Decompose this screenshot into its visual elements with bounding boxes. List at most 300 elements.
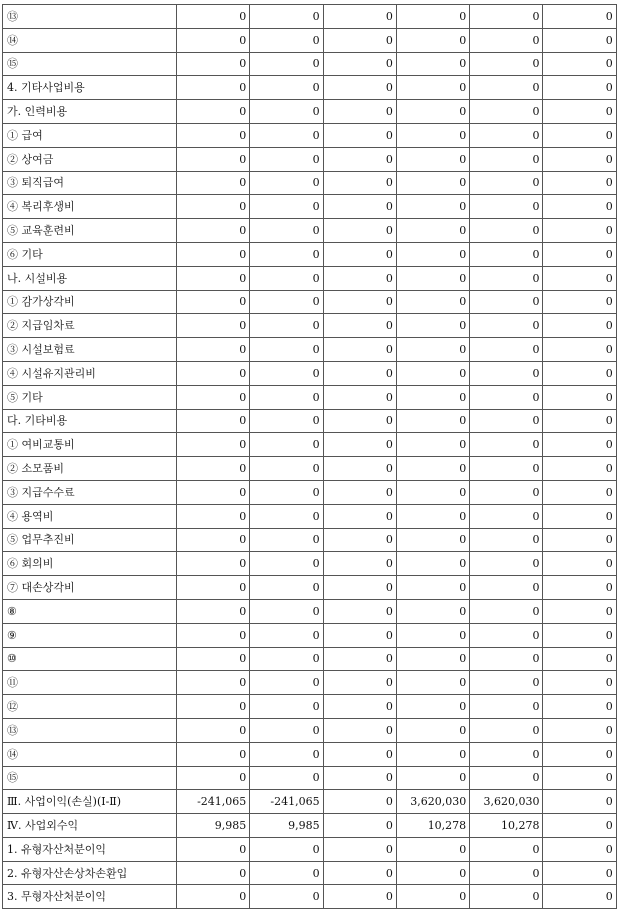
value-cell: 0 <box>396 338 469 362</box>
value-cell: 0 <box>470 861 543 885</box>
value-cell: 0 <box>396 100 469 124</box>
value-cell: 0 <box>323 219 396 243</box>
value-cell: 0 <box>250 718 323 742</box>
value-cell: 0 <box>177 28 250 52</box>
value-cell: 0 <box>177 219 250 243</box>
value-cell: 0 <box>543 314 616 338</box>
row-label: ③ 퇴직급여 <box>3 171 177 195</box>
value-cell: 0 <box>177 599 250 623</box>
value-cell: 0 <box>323 599 396 623</box>
value-cell: -241,065 <box>250 790 323 814</box>
value-cell: 0 <box>470 76 543 100</box>
row-label: ⑥ 기타 <box>3 242 177 266</box>
value-cell: 0 <box>177 742 250 766</box>
value-cell: 0 <box>396 837 469 861</box>
value-cell: 0 <box>177 195 250 219</box>
table-row <box>3 52 617 76</box>
value-cell: 0 <box>470 576 543 600</box>
value-cell: 0 <box>470 552 543 576</box>
value-cell: 0 <box>543 361 616 385</box>
value-cell: 0 <box>543 457 616 481</box>
value-cell: 0 <box>323 861 396 885</box>
value-cell: 0 <box>250 528 323 552</box>
value-cell: 0 <box>323 290 396 314</box>
value-cell: 0 <box>250 409 323 433</box>
table-row <box>3 314 617 338</box>
value-cell: 0 <box>250 147 323 171</box>
value-cell: 0 <box>396 885 469 909</box>
value-cell: 0 <box>177 457 250 481</box>
value-cell: 0 <box>543 623 616 647</box>
table-row <box>3 814 617 838</box>
value-cell: 0 <box>470 837 543 861</box>
value-cell: 0 <box>543 718 616 742</box>
value-cell: 0 <box>396 219 469 243</box>
row-label: ① 감가상각비 <box>3 290 177 314</box>
value-cell: 0 <box>396 861 469 885</box>
row-label: 4. 기타사업비용 <box>3 76 177 100</box>
value-cell: 0 <box>470 885 543 909</box>
value-cell: 0 <box>543 123 616 147</box>
row-label: ⑬ <box>3 5 177 29</box>
table-row <box>3 623 617 647</box>
row-label: ⑥ 회의비 <box>3 552 177 576</box>
table-row <box>3 576 617 600</box>
value-cell: 0 <box>177 52 250 76</box>
row-label: ① 여비교통비 <box>3 433 177 457</box>
value-cell: 0 <box>543 409 616 433</box>
value-cell: 0 <box>396 528 469 552</box>
value-cell: 0 <box>543 552 616 576</box>
value-cell: 0 <box>470 457 543 481</box>
value-cell: 0 <box>543 814 616 838</box>
table-row <box>3 195 617 219</box>
table-row <box>3 457 617 481</box>
value-cell: 0 <box>323 790 396 814</box>
value-cell: 0 <box>323 123 396 147</box>
value-cell: 0 <box>177 837 250 861</box>
value-cell: 0 <box>250 195 323 219</box>
value-cell: 0 <box>250 52 323 76</box>
value-cell: 0 <box>250 647 323 671</box>
value-cell: 0 <box>177 361 250 385</box>
value-cell: 10,278 <box>470 814 543 838</box>
value-cell: 0 <box>396 742 469 766</box>
value-cell: 0 <box>543 599 616 623</box>
value-cell: -241,065 <box>177 790 250 814</box>
value-cell: 0 <box>323 623 396 647</box>
value-cell: 0 <box>470 338 543 362</box>
table-row <box>3 5 617 29</box>
value-cell: 0 <box>543 790 616 814</box>
table-row <box>3 100 617 124</box>
value-cell: 0 <box>177 504 250 528</box>
value-cell: 0 <box>543 338 616 362</box>
value-cell: 0 <box>396 576 469 600</box>
row-label: 가. 인력비용 <box>3 100 177 124</box>
value-cell: 0 <box>323 576 396 600</box>
value-cell: 0 <box>543 504 616 528</box>
value-cell: 0 <box>470 219 543 243</box>
value-cell: 0 <box>177 338 250 362</box>
value-cell: 0 <box>543 861 616 885</box>
row-label: ⑫ <box>3 695 177 719</box>
value-cell: 0 <box>396 647 469 671</box>
value-cell: 0 <box>543 147 616 171</box>
value-cell: 0 <box>250 671 323 695</box>
value-cell: 0 <box>396 314 469 338</box>
value-cell: 0 <box>323 76 396 100</box>
row-label: ④ 용역비 <box>3 504 177 528</box>
value-cell: 0 <box>177 242 250 266</box>
value-cell: 0 <box>470 290 543 314</box>
value-cell: 0 <box>323 433 396 457</box>
value-cell: 0 <box>250 695 323 719</box>
value-cell: 0 <box>543 52 616 76</box>
value-cell: 0 <box>396 695 469 719</box>
value-cell: 0 <box>323 52 396 76</box>
table-row <box>3 385 617 409</box>
value-cell: 0 <box>177 433 250 457</box>
value-cell: 0 <box>250 266 323 290</box>
row-label: ⑤ 업무추진비 <box>3 528 177 552</box>
value-cell: 0 <box>323 338 396 362</box>
row-label: ⑤ 기타 <box>3 385 177 409</box>
table-row <box>3 599 617 623</box>
value-cell: 0 <box>543 766 616 790</box>
table-row <box>3 528 617 552</box>
value-cell: 0 <box>396 5 469 29</box>
value-cell: 0 <box>396 552 469 576</box>
table-row <box>3 861 617 885</box>
table-row <box>3 338 617 362</box>
value-cell: 0 <box>323 647 396 671</box>
row-label: ⑦ 대손상각비 <box>3 576 177 600</box>
value-cell: 0 <box>543 28 616 52</box>
row-label: ⑩ <box>3 647 177 671</box>
financial-statement-table <box>2 4 617 909</box>
table-row <box>3 290 617 314</box>
value-cell: 0 <box>543 647 616 671</box>
value-cell: 0 <box>396 718 469 742</box>
table-row <box>3 28 617 52</box>
value-cell: 0 <box>543 219 616 243</box>
value-cell: 9,985 <box>250 814 323 838</box>
value-cell: 0 <box>250 5 323 29</box>
value-cell: 0 <box>250 552 323 576</box>
row-label: 2. 유형자산손상차손환입 <box>3 861 177 885</box>
value-cell: 0 <box>177 885 250 909</box>
value-cell: 0 <box>543 266 616 290</box>
value-cell: 0 <box>543 290 616 314</box>
value-cell: 0 <box>470 504 543 528</box>
value-cell: 0 <box>470 528 543 552</box>
row-label: ② 지급임차료 <box>3 314 177 338</box>
value-cell: 0 <box>177 528 250 552</box>
value-cell: 0 <box>323 552 396 576</box>
value-cell: 0 <box>396 385 469 409</box>
value-cell: 0 <box>396 671 469 695</box>
value-cell: 0 <box>470 147 543 171</box>
table-row <box>3 504 617 528</box>
value-cell: 0 <box>250 623 323 647</box>
value-cell: 0 <box>543 76 616 100</box>
table-row <box>3 219 617 243</box>
value-cell: 0 <box>177 123 250 147</box>
value-cell: 0 <box>543 885 616 909</box>
value-cell: 0 <box>470 361 543 385</box>
value-cell: 0 <box>470 623 543 647</box>
value-cell: 0 <box>250 480 323 504</box>
value-cell: 0 <box>250 314 323 338</box>
value-cell: 0 <box>396 52 469 76</box>
value-cell: 0 <box>177 171 250 195</box>
value-cell: 0 <box>177 409 250 433</box>
value-cell: 0 <box>543 576 616 600</box>
value-cell: 0 <box>470 409 543 433</box>
row-label: ② 소모품비 <box>3 457 177 481</box>
row-label: ② 상여금 <box>3 147 177 171</box>
value-cell: 0 <box>323 242 396 266</box>
value-cell: 0 <box>396 242 469 266</box>
row-label: ⑨ <box>3 623 177 647</box>
value-cell: 0 <box>250 433 323 457</box>
table-row <box>3 409 617 433</box>
row-label: 나. 시설비용 <box>3 266 177 290</box>
value-cell: 0 <box>470 5 543 29</box>
value-cell: 10,278 <box>396 814 469 838</box>
value-cell: 0 <box>323 457 396 481</box>
value-cell: 0 <box>396 504 469 528</box>
table-body <box>3 5 617 909</box>
value-cell: 0 <box>543 695 616 719</box>
table-row <box>3 885 617 909</box>
value-cell: 0 <box>323 409 396 433</box>
value-cell: 0 <box>470 171 543 195</box>
table-row <box>3 433 617 457</box>
value-cell: 0 <box>177 576 250 600</box>
value-cell: 0 <box>323 100 396 124</box>
value-cell: 0 <box>470 480 543 504</box>
value-cell: 0 <box>396 290 469 314</box>
value-cell: 0 <box>543 837 616 861</box>
value-cell: 0 <box>323 480 396 504</box>
value-cell: 0 <box>470 433 543 457</box>
value-cell: 0 <box>470 52 543 76</box>
value-cell: 0 <box>323 504 396 528</box>
value-cell: 0 <box>177 76 250 100</box>
value-cell: 0 <box>177 766 250 790</box>
row-label: ⑧ <box>3 599 177 623</box>
value-cell: 0 <box>250 123 323 147</box>
row-label: Ⅲ. 사업이익(손실)(Ⅰ-Ⅱ) <box>3 790 177 814</box>
value-cell: 0 <box>470 766 543 790</box>
value-cell: 0 <box>250 885 323 909</box>
value-cell: 0 <box>470 385 543 409</box>
value-cell: 0 <box>177 314 250 338</box>
value-cell: 0 <box>470 123 543 147</box>
table-row <box>3 480 617 504</box>
table-row <box>3 766 617 790</box>
value-cell: 0 <box>250 76 323 100</box>
value-cell: 0 <box>470 647 543 671</box>
value-cell: 0 <box>323 385 396 409</box>
value-cell: 0 <box>543 433 616 457</box>
value-cell: 0 <box>323 837 396 861</box>
value-cell: 0 <box>396 147 469 171</box>
value-cell: 0 <box>250 742 323 766</box>
value-cell: 0 <box>323 266 396 290</box>
value-cell: 0 <box>250 100 323 124</box>
value-cell: 0 <box>396 123 469 147</box>
row-label: ④ 복리후생비 <box>3 195 177 219</box>
table-row <box>3 171 617 195</box>
table-row <box>3 266 617 290</box>
value-cell: 0 <box>250 385 323 409</box>
table-row <box>3 76 617 100</box>
row-label: ⑭ <box>3 28 177 52</box>
value-cell: 0 <box>470 718 543 742</box>
value-cell: 0 <box>396 266 469 290</box>
table-row <box>3 147 617 171</box>
value-cell: 0 <box>470 242 543 266</box>
value-cell: 0 <box>177 861 250 885</box>
value-cell: 0 <box>396 171 469 195</box>
value-cell: 0 <box>250 599 323 623</box>
value-cell: 0 <box>323 718 396 742</box>
value-cell: 0 <box>323 147 396 171</box>
value-cell: 0 <box>470 695 543 719</box>
value-cell: 0 <box>177 552 250 576</box>
value-cell: 0 <box>543 195 616 219</box>
value-cell: 0 <box>396 195 469 219</box>
row-label: ⑬ <box>3 718 177 742</box>
value-cell: 0 <box>250 576 323 600</box>
row-label: ③ 지급수수료 <box>3 480 177 504</box>
row-label: ⑪ <box>3 671 177 695</box>
table-row <box>3 123 617 147</box>
value-cell: 0 <box>323 695 396 719</box>
table-row <box>3 361 617 385</box>
value-cell: 0 <box>396 28 469 52</box>
value-cell: 0 <box>396 361 469 385</box>
row-label: 1. 유형자산처분이익 <box>3 837 177 861</box>
value-cell: 0 <box>250 861 323 885</box>
value-cell: 0 <box>323 742 396 766</box>
row-label: Ⅳ. 사업외수익 <box>3 814 177 838</box>
table-row <box>3 742 617 766</box>
value-cell: 0 <box>470 599 543 623</box>
row-label: ⑭ <box>3 742 177 766</box>
value-cell: 0 <box>323 5 396 29</box>
value-cell: 0 <box>177 671 250 695</box>
value-cell: 0 <box>323 885 396 909</box>
value-cell: 0 <box>323 361 396 385</box>
table-row <box>3 790 617 814</box>
table-row <box>3 647 617 671</box>
value-cell: 0 <box>396 766 469 790</box>
value-cell: 0 <box>323 671 396 695</box>
row-label: 다. 기타비용 <box>3 409 177 433</box>
value-cell: 0 <box>250 171 323 195</box>
value-cell: 0 <box>177 5 250 29</box>
value-cell: 0 <box>396 623 469 647</box>
row-label: ① 급여 <box>3 123 177 147</box>
row-label: ⑮ <box>3 52 177 76</box>
value-cell: 0 <box>470 671 543 695</box>
value-cell: 0 <box>323 814 396 838</box>
value-cell: 3,620,030 <box>396 790 469 814</box>
value-cell: 0 <box>250 219 323 243</box>
table-row <box>3 242 617 266</box>
value-cell: 0 <box>250 338 323 362</box>
value-cell: 0 <box>177 695 250 719</box>
value-cell: 0 <box>543 100 616 124</box>
value-cell: 0 <box>543 242 616 266</box>
value-cell: 0 <box>323 314 396 338</box>
value-cell: 0 <box>396 76 469 100</box>
value-cell: 0 <box>323 195 396 219</box>
value-cell: 0 <box>177 385 250 409</box>
value-cell: 0 <box>470 28 543 52</box>
table-row <box>3 695 617 719</box>
table-row <box>3 837 617 861</box>
value-cell: 0 <box>543 742 616 766</box>
value-cell: 0 <box>323 171 396 195</box>
value-cell: 0 <box>250 290 323 314</box>
value-cell: 0 <box>396 457 469 481</box>
value-cell: 0 <box>543 385 616 409</box>
value-cell: 0 <box>470 195 543 219</box>
value-cell: 0 <box>250 504 323 528</box>
value-cell: 0 <box>543 5 616 29</box>
row-label: ④ 시설유지관리비 <box>3 361 177 385</box>
value-cell: 0 <box>396 599 469 623</box>
value-cell: 0 <box>177 647 250 671</box>
value-cell: 0 <box>177 718 250 742</box>
value-cell: 0 <box>177 480 250 504</box>
value-cell: 0 <box>177 290 250 314</box>
row-label: ⑮ <box>3 766 177 790</box>
value-cell: 0 <box>323 528 396 552</box>
row-label: ③ 시설보험료 <box>3 338 177 362</box>
value-cell: 0 <box>250 361 323 385</box>
value-cell: 0 <box>250 457 323 481</box>
table-row <box>3 718 617 742</box>
value-cell: 0 <box>396 480 469 504</box>
value-cell: 0 <box>250 766 323 790</box>
table-row <box>3 552 617 576</box>
value-cell: 0 <box>543 480 616 504</box>
value-cell: 0 <box>250 242 323 266</box>
value-cell: 0 <box>177 100 250 124</box>
value-cell: 0 <box>470 314 543 338</box>
value-cell: 0 <box>250 28 323 52</box>
value-cell: 0 <box>543 171 616 195</box>
value-cell: 0 <box>543 671 616 695</box>
value-cell: 0 <box>177 266 250 290</box>
value-cell: 0 <box>396 433 469 457</box>
value-cell: 0 <box>323 28 396 52</box>
value-cell: 0 <box>250 837 323 861</box>
row-label: ⑤ 교육훈련비 <box>3 219 177 243</box>
row-label: 3. 무형자산처분이익 <box>3 885 177 909</box>
value-cell: 0 <box>470 742 543 766</box>
value-cell: 9,985 <box>177 814 250 838</box>
table-row <box>3 671 617 695</box>
value-cell: 3,620,030 <box>470 790 543 814</box>
value-cell: 0 <box>323 766 396 790</box>
